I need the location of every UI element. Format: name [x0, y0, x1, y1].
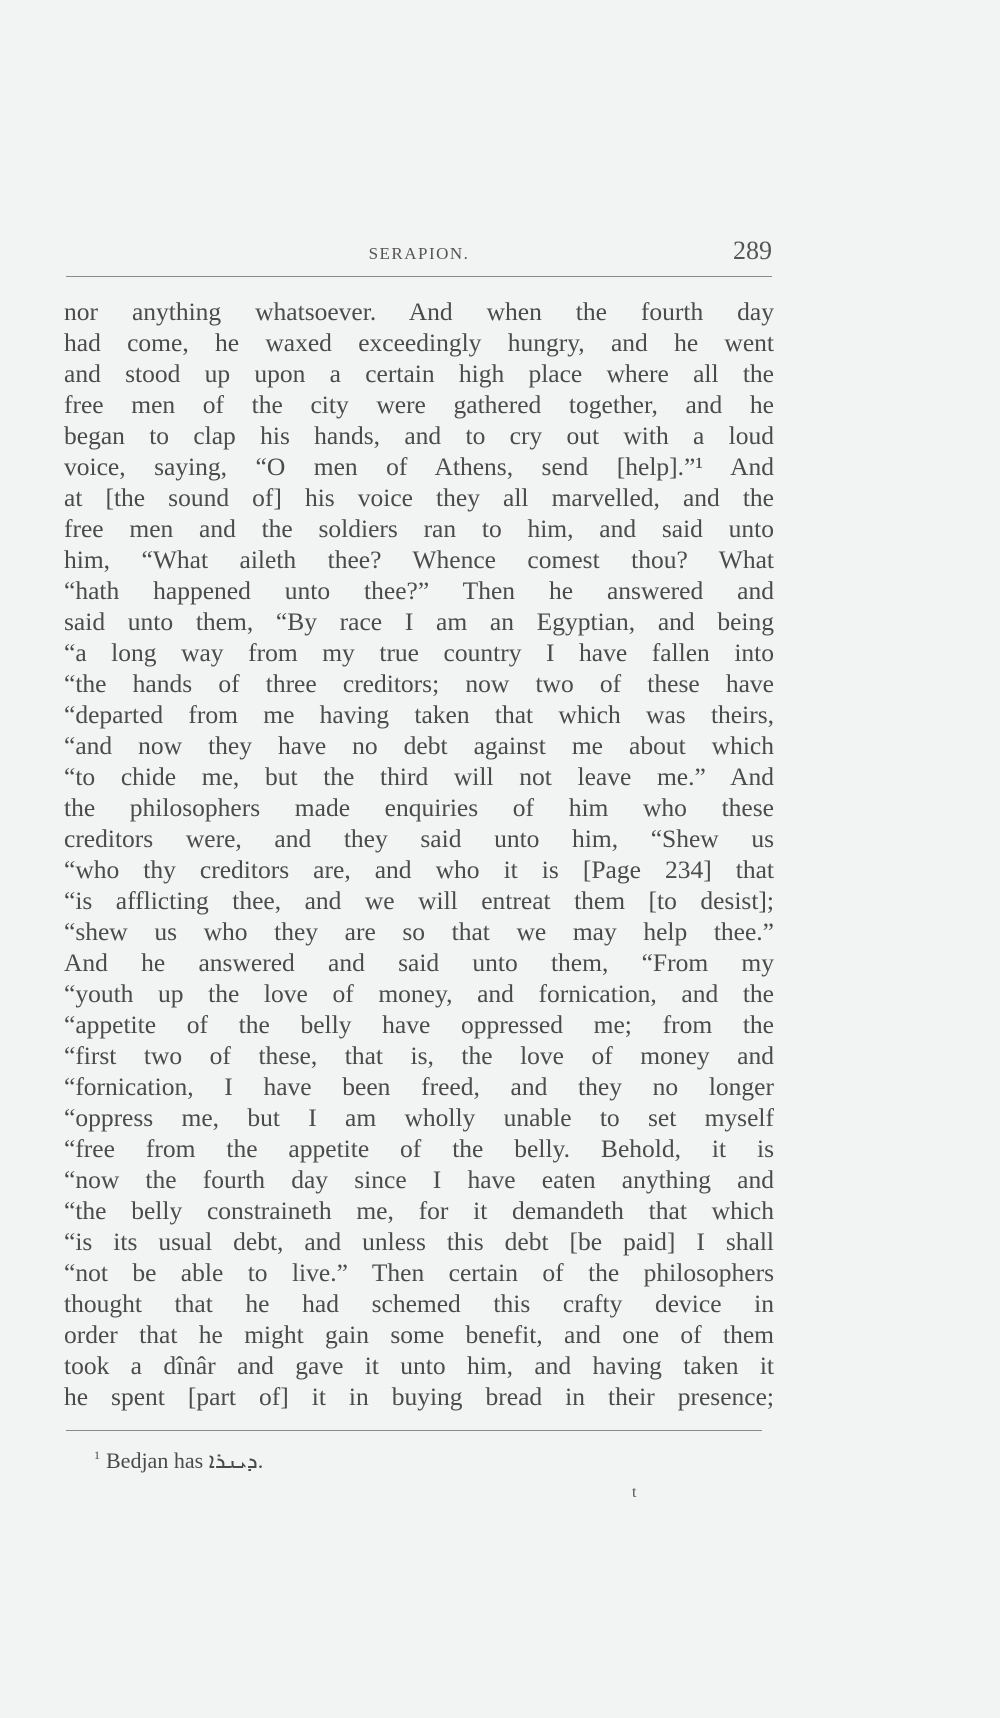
- text-line: the philosophers made enquiries of him who these: [64, 793, 774, 822]
- text-line: at [the sound of] his voice they all marvelled, and the: [64, 483, 774, 512]
- text-line: “now the fourth day since I have eaten anything and: [64, 1165, 774, 1194]
- footnote-marker: 1: [94, 1448, 100, 1462]
- text-line: “first two of these, that is, the love of money and: [64, 1041, 774, 1070]
- text-line: “appetite of the belly have oppressed me; from the: [64, 1010, 774, 1039]
- text-line: “to chide me, but the third will not leave me.” And: [64, 762, 774, 791]
- text-line: “a long way from my true country I have fallen into: [64, 638, 774, 667]
- text-line: order that he might gain some benefit, and one of them: [64, 1320, 774, 1349]
- text-line: free men and the soldiers ran to him, and said unto: [64, 514, 774, 543]
- text-line: him, “What aileth thee? Whence comest thou? What: [64, 545, 774, 574]
- text-line: said unto them, “By race I am an Egyptian, and being: [64, 607, 774, 636]
- footnote: [94, 1448, 263, 1474]
- text-line: and stood up upon a certain high place where all the: [64, 359, 774, 388]
- text-line: nor anything whatsoever. And when the fourth day: [64, 297, 774, 326]
- text-line: he spent [part of] it in buying bread in their presence;: [64, 1382, 774, 1411]
- footnote-text: Bedjan has ܕܝܢܪܐ.: [106, 1448, 264, 1473]
- text-line: “is its usual debt, and unless this debt [be paid] I shall: [64, 1227, 774, 1256]
- text-line: And he answered and said unto them, “From my: [64, 948, 774, 977]
- text-line: had come, he waxed exceedingly hungry, and he went: [64, 328, 774, 357]
- text-line: “youth up the love of money, and fornication, and the: [64, 979, 774, 1008]
- text-line: “and now they have no debt against me about which: [64, 731, 774, 760]
- text-line: “hath happened unto thee?” Then he answered and: [64, 576, 774, 605]
- text-line: “departed from me having taken that which was theirs,: [64, 700, 774, 729]
- footnote-rule: [66, 1430, 762, 1431]
- text-line: “the hands of three creditors; now two of these have: [64, 669, 774, 698]
- running-title: SERAPION.: [368, 244, 470, 263]
- text-line: “shew us who they are so that we may help thee.”: [64, 917, 774, 946]
- text-line: took a dînâr and gave it unto him, and having taken it: [64, 1351, 774, 1380]
- running-head: [66, 238, 772, 272]
- body-text: [64, 296, 774, 1412]
- text-line: began to clap his hands, and to cry out with a loud: [64, 421, 774, 450]
- text-line: “oppress me, but I am wholly unable to set myself: [64, 1103, 774, 1132]
- header-rule: [66, 276, 772, 277]
- text-line: voice, saying, “O men of Athens, send [help].”¹ And: [64, 452, 774, 481]
- text-line: “the belly constraineth me, for it demandeth that which: [64, 1196, 774, 1225]
- text-line: creditors were, and they said unto him, “Shew us: [64, 824, 774, 853]
- page-number: 289: [733, 236, 772, 265]
- text-line: thought that he had schemed this crafty device in: [64, 1289, 774, 1318]
- signature-mark: t: [632, 1484, 637, 1501]
- text-line: “free from the appetite of the belly. Behold, it is: [64, 1134, 774, 1163]
- text-line: “fornication, I have been freed, and they no longer: [64, 1072, 774, 1101]
- text-line: “who thy creditors are, and who it is [Page 234] that: [64, 855, 774, 884]
- text-line: “is afflicting thee, and we will entreat them [to desist];: [64, 886, 774, 915]
- text-line: “not be able to live.” Then certain of the philosophers: [64, 1258, 774, 1287]
- text-line: free men of the city were gathered together, and he: [64, 390, 774, 419]
